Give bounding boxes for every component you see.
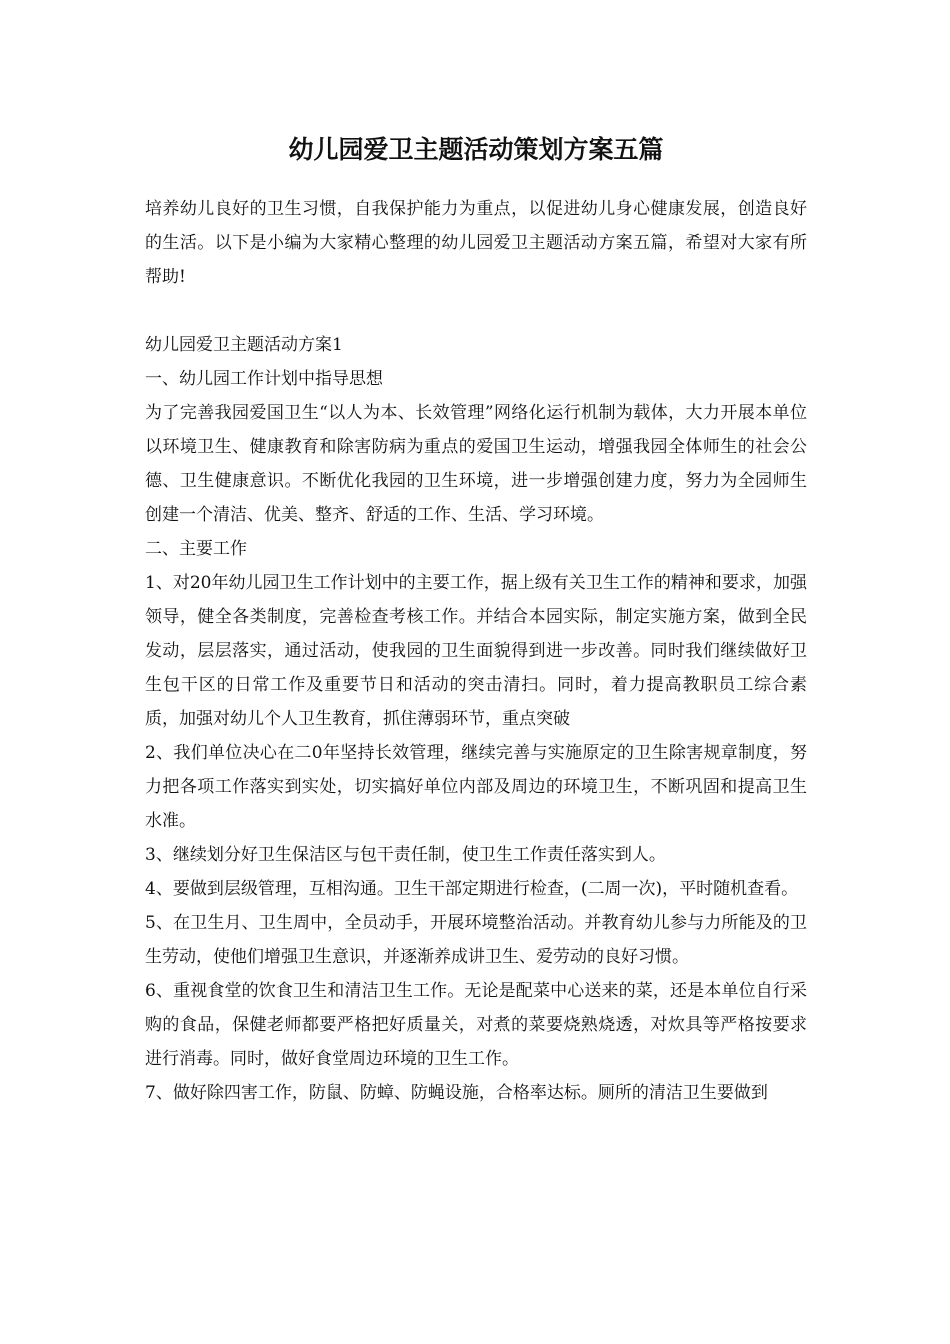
spacer — [145, 294, 807, 328]
document-title: 幼儿园爱卫主题活动策划方案五篇 — [288, 135, 664, 164]
list-item-4: 4、要做到层级管理，互相沟通。卫生干部定期进行检查，(二周一次)，平时随机查看。 — [145, 879, 799, 899]
list-item-1: 1、对20年幼儿园卫生工作计划中的主要工作，据上级有关卫生工作的精神和要求，加强领导，健全各类制度，完善检查考核工作。并结合本园实际，制定实施方案，做到全民发动，层层落实，通过活动，使我园的卫生面貌得到进一步改善。同时我们继续做好卫生包干区的日常工作及重要节日和活动的突击清扫。同时，着力提高教职员工综合素质，加强对幼儿个人卫生教育，抓住薄弱环节，重点突破 — [145, 573, 807, 729]
intro-paragraph: 培养幼儿良好的卫生习惯，自我保护能力为重点，以促进幼儿身心健康发展，创造良好的生活。以下是小编为大家精心整理的幼儿园爱卫主题活动方案五篇，希望对大家有所帮助! — [145, 199, 807, 287]
section-title: 幼儿园爱卫主题活动方案1 — [145, 335, 343, 355]
list-item-3: 3、继续划分好卫生保洁区与包干责任制，使卫生工作责任落实到人。 — [145, 845, 666, 865]
heading-main-work: 二、主要工作 — [145, 539, 247, 559]
list-item-7: 7、做好除四害工作，防鼠、防蟑、防蝇设施，合格率达标。厕所的清洁卫生要做到 — [145, 1083, 768, 1103]
document-page — [145, 128, 807, 1110]
paragraph-guiding-ideology: 为了完善我园爱国卫生“以人为本、长效管理”网络化运行机制为载体，大力开展本单位以环境卫生、健康教育和除害防病为重点的爱国卫生运动，增强我园全体师生的社会公德、卫生健康意识。不断优化我园的卫生环境，进一步增强创建力度，努力为全园师生创建一个清洁、优美、整齐、舒适的工作、生活、学习环境。 — [145, 403, 807, 525]
list-item-2: 2、我们单位决心在二0年坚持长效管理，继续完善与实施原定的卫生除害规章制度，努力把各项工作落实到实处，切实搞好单位内部及周边的环境卫生，不断巩固和提高卫生水准。 — [145, 743, 807, 831]
heading-guiding-ideology: 一、幼儿园工作计划中指导思想 — [145, 369, 383, 389]
list-item-6: 6、重视食堂的饮食卫生和清洁卫生工作。无论是配菜中心送来的菜，还是本单位自行采购的食品，保健老师都要严格把好质量关，对煮的菜要烧熟烧透，对炊具等严格按要求进行消毒。同时，做好食堂周边环境的卫生工作。 — [145, 981, 807, 1069]
list-item-5: 5、在卫生月、卫生周中，全员动手，开展环境整治活动。并教育幼儿参与力所能及的卫生劳动，使他们增强卫生意识，并逐渐养成讲卫生、爱劳动的良好习惯。 — [145, 913, 807, 967]
